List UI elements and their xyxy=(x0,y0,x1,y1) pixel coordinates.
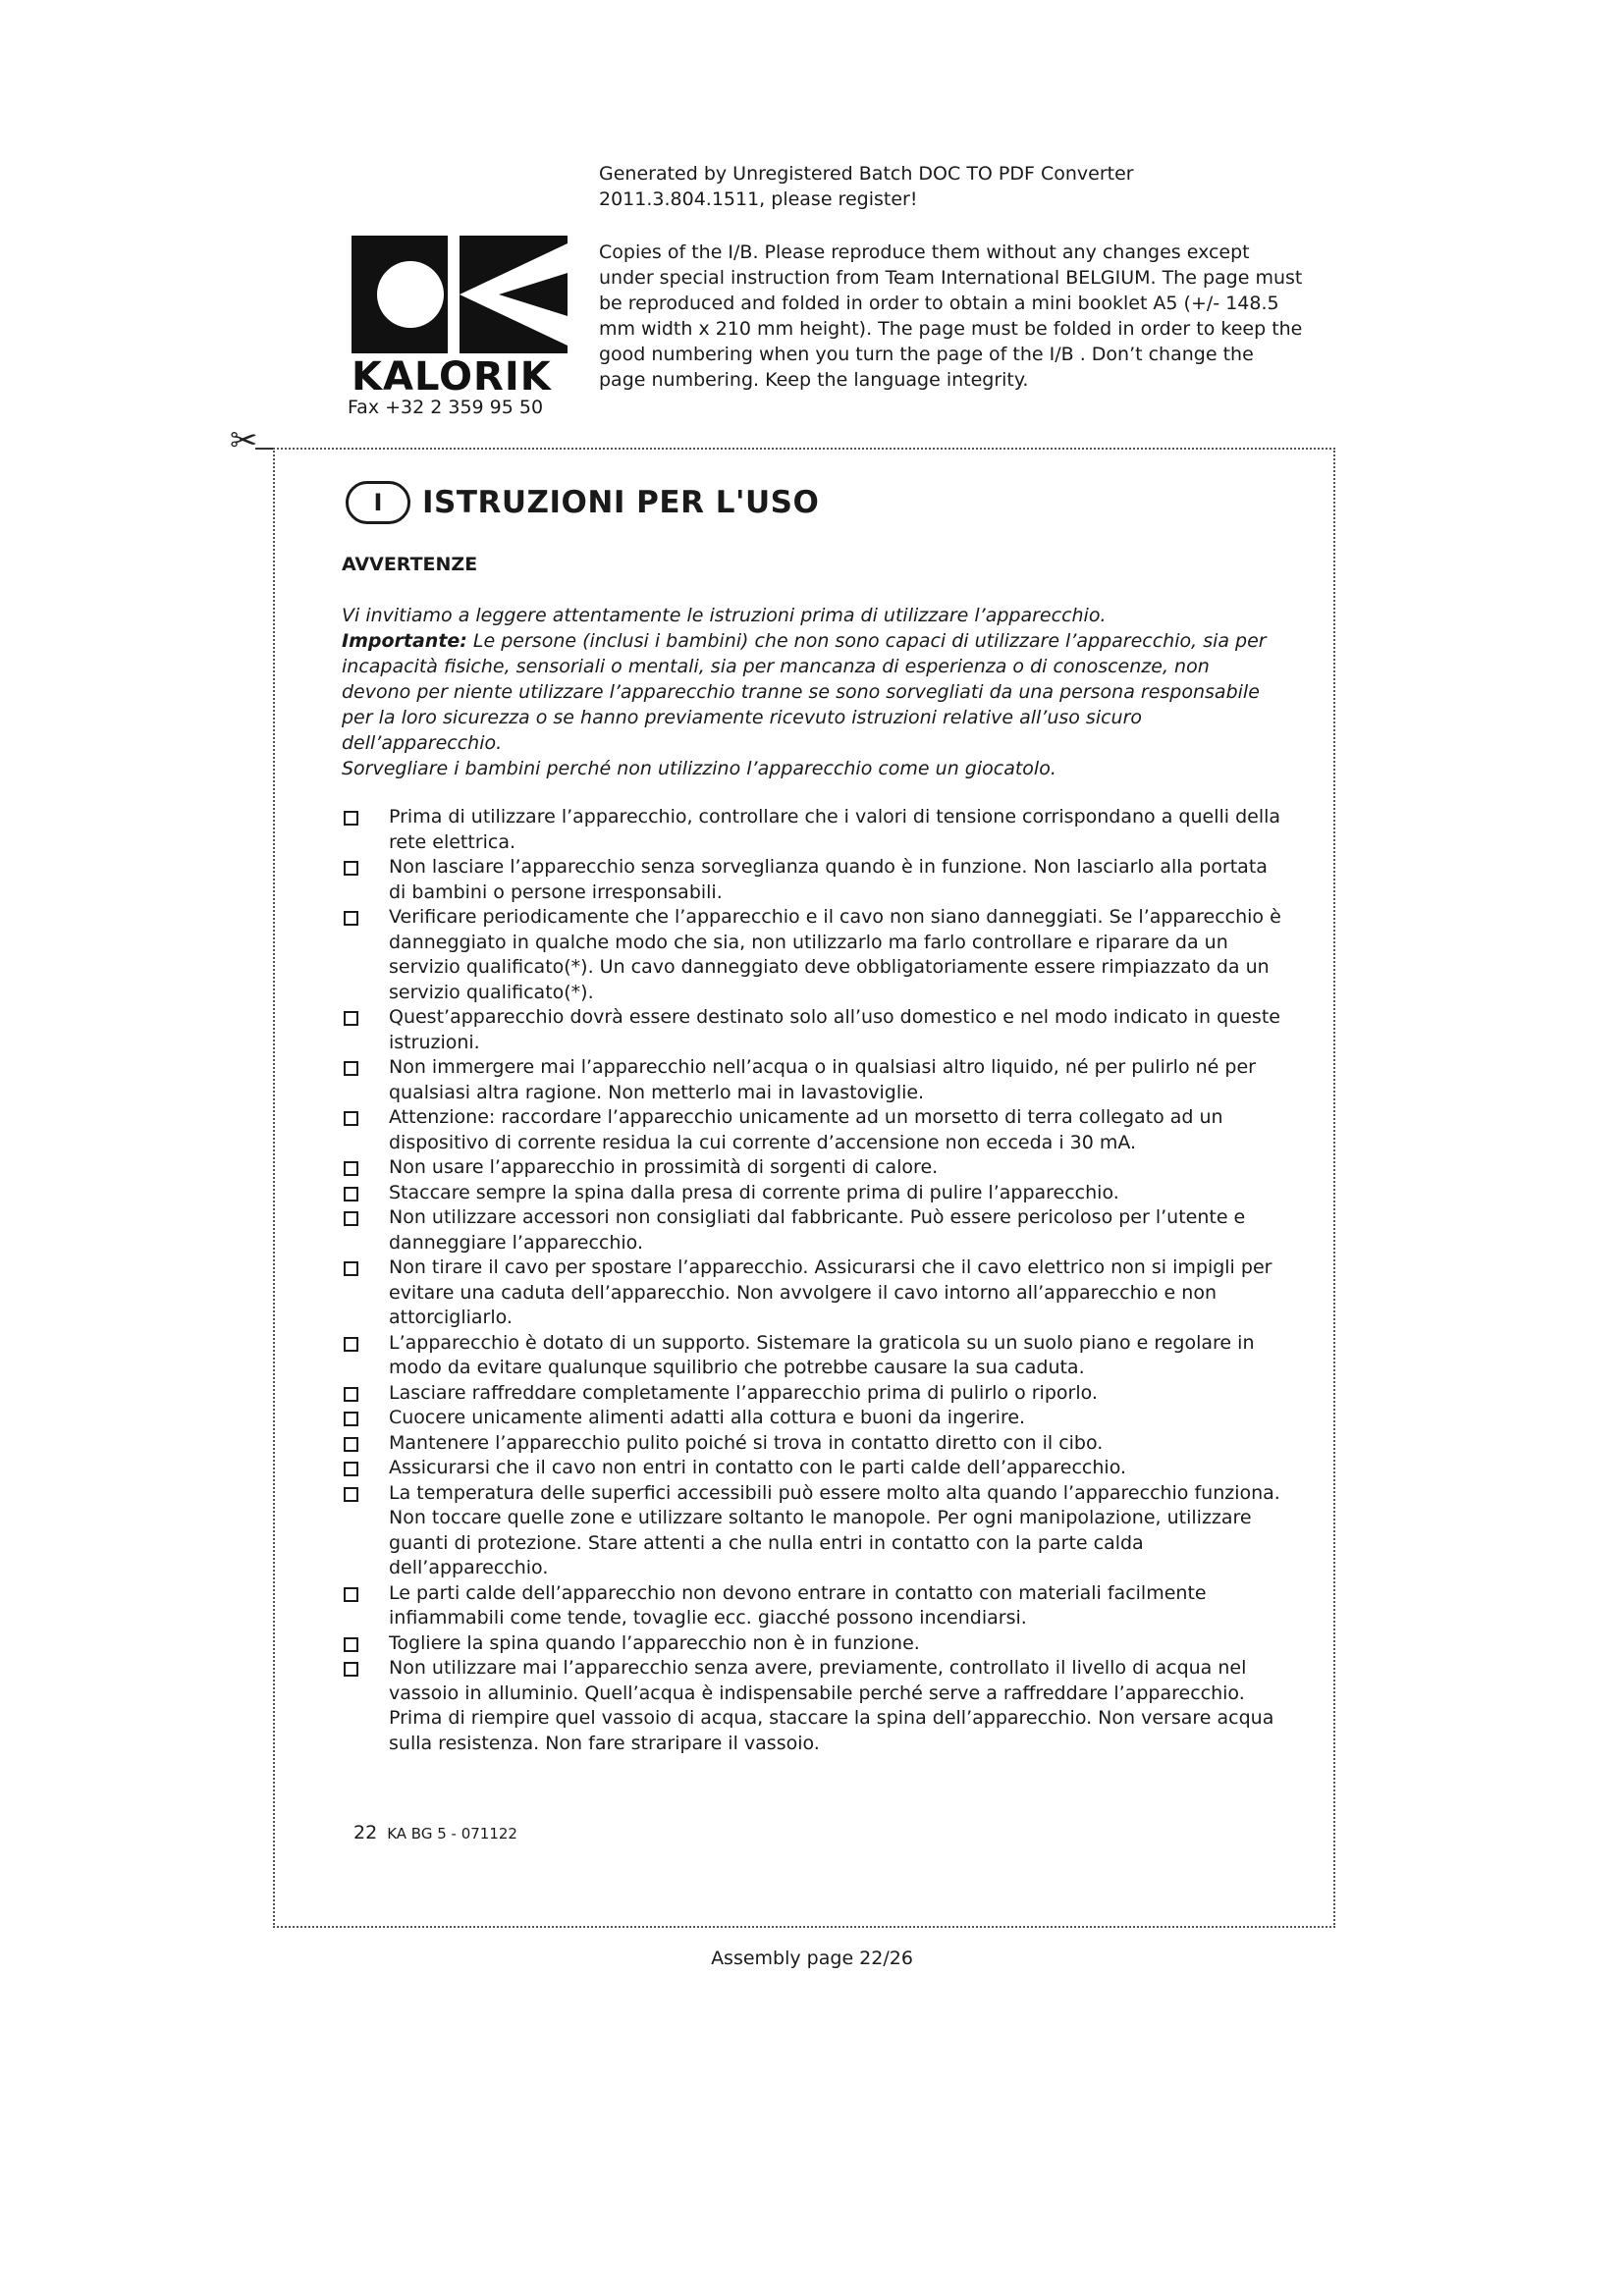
checkbox-bullet-icon xyxy=(344,1161,358,1176)
warning-item xyxy=(342,1631,1284,1657)
warning-text: Verificare periodicamente che l’apparecchio e il cavo non siano danneggiati. Se l’apparecchio è danneggiato in qualche modo che sia, non utilizzarlo ma farlo controllare e riparare da un servizio qualificato(*). Un cavo danneggiato deve obbligatoriamente essere rimpiazzato da un servizio qualificato(*). xyxy=(389,906,1281,1003)
checkbox-bullet-icon xyxy=(344,1437,358,1452)
important-label: Importante: xyxy=(342,630,467,652)
checkbox-bullet-icon xyxy=(344,1412,358,1426)
warning-item xyxy=(342,1055,1284,1105)
cut-line-tick xyxy=(255,448,275,450)
warning-item xyxy=(342,1381,1284,1407)
checkbox-bullet-icon xyxy=(344,1061,358,1076)
checkbox-bullet-icon xyxy=(344,1487,358,1502)
checkbox-bullet-icon xyxy=(344,1011,358,1026)
copies-instructions: Copies of the I/B. Please reproduce them without any changes except under special instruction from Team International BELGIUM. The page must be reproduced and folded in order to obtain a mini booklet A5 (+/- 148.5 mm width x 210 mm height). The page must be folded in order to keep the good numbering when you turn the page of the I/B . Don’t change the page numbering. Keep the language integrity. xyxy=(599,241,1303,391)
warning-item xyxy=(342,1431,1284,1457)
checkbox-bullet-icon xyxy=(344,861,358,876)
checkbox-bullet-icon xyxy=(344,1337,358,1352)
checkbox-bullet-icon xyxy=(344,1462,358,1476)
checkbox-bullet-icon xyxy=(344,1111,358,1126)
page-title: ISTRUZIONI PER L'USO xyxy=(422,485,820,520)
intro-line-3: Sorvegliare i bambini perché non utilizzino l’apparecchio come un giocatolo. xyxy=(342,758,1056,779)
warning-text: L’apparecchio è dotato di un supporto. Sistemare la graticola su un suolo piano e regolare in modo da evitare qualunque squilibrio che potrebbe causare la sua caduta. xyxy=(389,1331,1255,1378)
warning-item xyxy=(342,1331,1284,1381)
warning-text: Prima di utilizzare l’apparecchio, controllare che i valori di tensione corrispondano a quelli della rete elettrica. xyxy=(389,806,1281,853)
warning-item xyxy=(342,1181,1284,1206)
page-footer xyxy=(353,1822,517,1843)
warning-text: Quest’apparecchio dovrà essere destinato solo all’uso domestico e nel modo indicato in queste istruzioni. xyxy=(389,1006,1280,1053)
warning-text: Staccare sempre la spina dalla presa di corrente prima di pulire l’apparecchio. xyxy=(389,1181,1119,1203)
warning-item xyxy=(342,1205,1284,1255)
assembly-page-label: Assembly page 22/26 xyxy=(711,1948,913,1969)
page-number: 22 xyxy=(353,1822,378,1843)
intro-line-1: Vi invitiamo a leggere attentamente le istruzioni prima di utilizzare l’apparecchio. xyxy=(342,605,1107,626)
warnings-list xyxy=(342,805,1284,1756)
warning-item xyxy=(342,855,1284,905)
warning-text: Non utilizzare mai l’apparecchio senza avere, previamente, controllato il livello di acqua nel vassoio in alluminio. Quell’acqua è indispensabile perché serve a raffreddare l’apparecchio. Prima di riempire quel vassoio di acqua, staccare la spina dell’apparecchio. Non versare acqua sulla resistenza. Non fare straripare il vassoio. xyxy=(389,1657,1274,1754)
warning-item xyxy=(342,1656,1284,1756)
warning-text: Non usare l’apparecchio in prossimità di sorgenti di calore. xyxy=(389,1156,939,1178)
intro-important xyxy=(342,628,1284,756)
warning-text: Lasciare raffreddare completamente l’apparecchio prima di pulirlo o riporlo. xyxy=(389,1381,1098,1404)
checkbox-bullet-icon xyxy=(344,1662,358,1677)
warning-item xyxy=(342,805,1284,855)
brand-name: KALORIK xyxy=(352,354,552,400)
warning-item xyxy=(342,1406,1284,1431)
kalorik-logo-mark xyxy=(352,236,568,353)
warning-item xyxy=(342,1481,1284,1581)
kalorik-logo xyxy=(352,236,577,399)
converter-notice xyxy=(599,161,1306,212)
checkbox-bullet-icon xyxy=(344,1587,358,1602)
checkbox-bullet-icon xyxy=(344,911,358,926)
warning-item xyxy=(342,1255,1284,1331)
converter-notice-line2: 2011.3.804.1511, please register! xyxy=(599,188,918,210)
language-badge: I xyxy=(346,481,410,524)
intro-text xyxy=(342,603,1284,781)
checkbox-bullet-icon xyxy=(344,1211,358,1226)
scissors-icon: ✂ xyxy=(230,421,258,460)
warning-text: Non lasciare l’apparecchio senza sorveglianza quando è in funzione. Non lasciarlo alla portata di bambini o persone irresponsabili. xyxy=(389,856,1268,903)
warning-item xyxy=(342,1005,1284,1055)
warning-text: La temperatura delle superfici accessibili può essere molto alta quando l’apparecchio funziona. Non toccare quelle zone e utilizzare soltanto le manopole. Per ogni manipolazione, utilizzare guanti di protezione. Stare attenti a che nulla entri in contatto con la parte calda dell’apparecchio. xyxy=(389,1481,1280,1578)
warning-item xyxy=(342,1155,1284,1181)
fax-number: Fax +32 2 359 95 50 xyxy=(348,397,544,418)
important-text: Le persone (inclusi i bambini) che non sono capaci di utilizzare l’apparecchio, sia per incapacità fisiche, sensoriali o mentali, sia per mancanza di esperienza o di conoscenze, non devono per niente utilizzare l’apparecchio tranne se sono sorvegliati da una persona responsabile per la loro sicurezza o se hanno previamente ricevuto istruzioni relative all’uso sicuro dell’apparecchio. xyxy=(342,630,1267,754)
checkbox-bullet-icon xyxy=(344,1387,358,1402)
warning-item xyxy=(342,1581,1284,1631)
warning-text: Cuocere unicamente alimenti adatti alla cottura e buoni da ingerire. xyxy=(389,1407,1026,1428)
warning-text: Non tirare il cavo per spostare l’apparecchio. Assicurarsi che il cavo elettrico non si impigli per evitare una caduta dell’apparecchio. Non avvolgere il cavo intorno all’apparecchio e non attorcigliarlo. xyxy=(389,1256,1272,1328)
warning-text: Non utilizzare accessori non consigliati dal fabbricante. Può essere pericoloso per l’utente e danneggiare l’apparecchio. xyxy=(389,1206,1246,1254)
warning-item xyxy=(342,1456,1284,1481)
warning-text: Non immergere mai l’apparecchio nell’acqua o in qualsiasi altro liquido, né per pulirlo né per qualsiasi altra ragione. Non metterlo mai in lavastoviglie. xyxy=(389,1056,1256,1103)
checkbox-bullet-icon xyxy=(344,811,358,826)
warning-text: Attenzione: raccordare l’apparecchio unicamente ad un morsetto di terra collegato ad un dispositivo di corrente residua la cui corrente d’accensione non ecceda i 30 mA. xyxy=(389,1106,1223,1153)
warning-item xyxy=(342,1105,1284,1155)
model-code: KA BG 5 - 071122 xyxy=(387,1825,517,1842)
warning-text: Assicurarsi che il cavo non entri in contatto con le parti calde dell’apparecchio. xyxy=(389,1457,1127,1478)
converter-notice-line1: Generated by Unregistered Batch DOC TO PDF Converter xyxy=(599,163,1134,185)
warning-text: Togliere la spina quando l’apparecchio non è in funzione. xyxy=(389,1631,920,1654)
warning-item xyxy=(342,905,1284,1005)
checkbox-bullet-icon xyxy=(344,1261,358,1276)
warning-text: Mantenere l’apparecchio pulito poiché si trova in contatto diretto con il cibo. xyxy=(389,1431,1104,1454)
checkbox-bullet-icon xyxy=(344,1637,358,1652)
warning-text: Le parti calde dell’apparecchio non devono entrare in contatto con materiali facilmente infiammabili come tende, tovaglie ecc. giacché possono incendiarsi. xyxy=(389,1581,1207,1629)
warnings-heading: AVVERTENZE xyxy=(342,554,478,575)
checkbox-bullet-icon xyxy=(344,1187,358,1201)
section-header xyxy=(346,481,819,524)
